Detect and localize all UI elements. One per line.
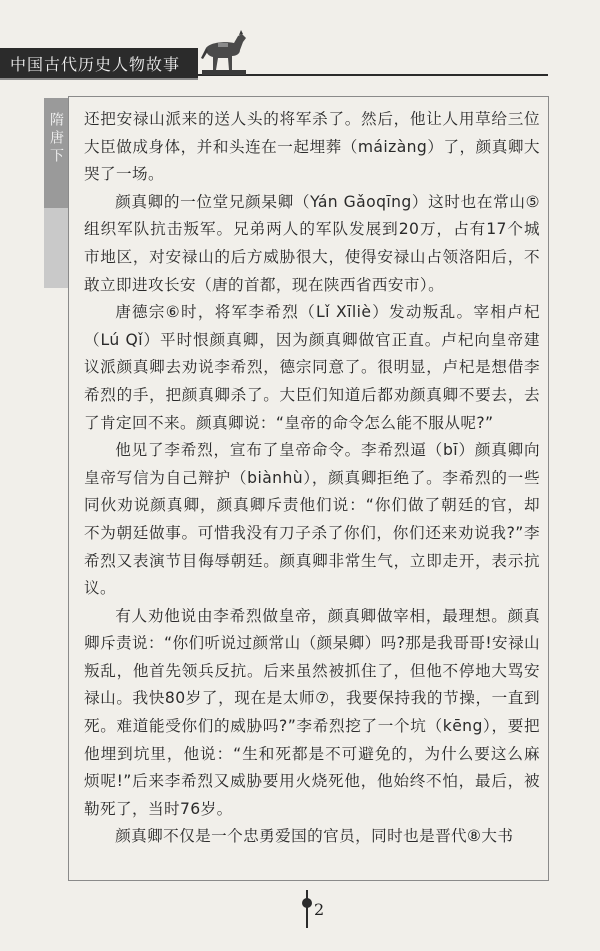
header-title: 中国古代历史人物故事 bbox=[10, 55, 181, 74]
paragraph: 颜真卿的一位堂兄颜杲卿（Yán Gǎoqīng）这时也在常山⑤组织军队抗击叛军。兄弟两人的军队发展到20万，占有17个城市地区，对安禄山的后方威胁很大，使得安禄山占领洛阳后，不敢立即进攻长安（唐的首都，现在陕西省西安市）。 bbox=[84, 192, 540, 294]
section-tab-strip bbox=[44, 208, 68, 288]
section-tab bbox=[44, 98, 68, 208]
paragraph: 有人劝他说由李希烈做皇帝，颜真卿做宰相，最理想。颜真卿斥责说：“你们听说过颜常山（颜杲卿）吗?那是我哥哥!安禄山叛乱，他首先领兵反抗。后来虽然被抓住了，但他不停地大骂安禄山。我快80岁了，现在是太师⑦，我要保持我的节操，一直到死。难道能受你们的威胁吗?”李希烈挖了一个坑（kēng），要把他埋到坑里，他说：“生和死都是不可避免的，为什么要这么麻烦呢!”后来李希烈又威胁要用火烧死他，他始终不怕，最后，被勒死了，当时76岁。 bbox=[84, 606, 540, 818]
paragraph: 他见了李希烈，宣布了皇帝命令。李希烈逼（bī）颜真卿向皇帝写信为自己辩护（biànhù），颜真卿拒绝了。李希烈的一些同伙劝说颜真卿，颜真卿斥责他们说：“你们做了朝廷的官，却不为朝廷做事。可惜我没有刀子杀了你们，你们还来劝说我?”李希烈又表演节目侮辱朝廷。颜真卿非常生气，立即走开，表示抗议。 bbox=[84, 441, 540, 598]
paragraph: 颜真卿不仅是一个忠勇爱国的官员，同时也是晋代⑧大书 bbox=[115, 827, 514, 846]
page-number: 2 bbox=[314, 900, 325, 919]
paragraph: 唐德宗⑥时，将军李希烈（Lǐ Xīliè）发动叛乱。宰相卢杞（Lú Qǐ）平时恨颜真卿，因为颜真卿做官正直。卢杞向皇帝建议派颜真卿去劝说李希烈，德宗同意了。很明显，卢杞是想借李希烈的手，把颜真卿杀了。大臣们知道后都劝颜真卿不要去，去了肯定回不来。颜真卿说：“皇帝的命令怎么能不服从呢?” bbox=[84, 303, 540, 432]
section-tab-label: 隋唐下 bbox=[48, 112, 64, 166]
page-number-dot bbox=[302, 898, 312, 908]
story-body bbox=[84, 106, 540, 851]
paragraph: 还把安禄山派来的送人头的将军杀了。然后，他让人用草给三位大臣做成身体，并和头连在一起埋葬（máizàng）了，颜真卿大哭了一场。 bbox=[84, 110, 540, 184]
page-number-rule bbox=[306, 890, 308, 928]
tang-horse-statue-icon bbox=[196, 28, 252, 78]
header-bar bbox=[0, 48, 198, 80]
